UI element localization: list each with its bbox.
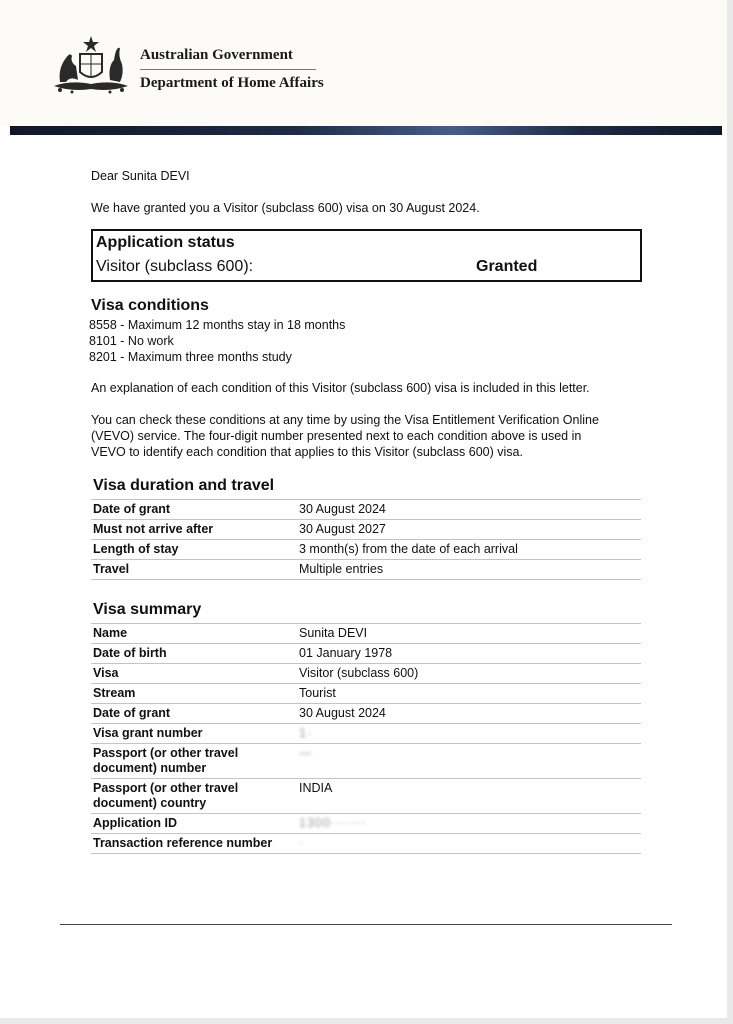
- summary-table: [91, 623, 641, 854]
- row-label: Transaction reference number: [91, 834, 295, 854]
- table-row: [91, 500, 641, 520]
- department-name: Department of Home Affairs: [140, 75, 324, 91]
- status-visa-label: Visitor (subclass 600):: [96, 258, 254, 275]
- redacted-value: 1·: [295, 724, 641, 744]
- duration-title: Visa duration and travel: [93, 477, 275, 494]
- vevo-paragraph: [91, 412, 641, 460]
- letterhead-divider: [140, 69, 316, 70]
- row-label: Date of grant: [91, 704, 295, 724]
- row-label: Must not arrive after: [91, 520, 295, 540]
- conditions-list: [89, 317, 345, 365]
- redacted-value: —: [295, 744, 641, 779]
- grant-sentence: We have granted you a Visitor (subclass 600) visa on 30 August 2024.: [91, 201, 480, 215]
- vevo-line: You can check these conditions at any time by using the Visa Entitlement Verification Online: [91, 413, 599, 427]
- table-row: [91, 779, 641, 814]
- vevo-line: VEVO to identify each condition that applies to this Visitor (subclass 600) visa.: [91, 445, 523, 459]
- row-label: Name: [91, 624, 295, 644]
- redacted-value: ·: [295, 834, 641, 854]
- condition-item: 8558 - Maximum 12 months stay in 18 months: [89, 318, 346, 332]
- row-value: Multiple entries: [295, 560, 641, 580]
- row-value: Sunita DEVI: [295, 624, 641, 644]
- row-value: 30 August 2027: [295, 520, 641, 540]
- footer-divider: [60, 924, 672, 925]
- table-row: [91, 520, 641, 540]
- vevo-line: (VEVO) service. The four-digit number presented next to each condition above is used in: [91, 429, 582, 443]
- table-row: [91, 624, 641, 644]
- row-label: Date of birth: [91, 644, 295, 664]
- coat-of-arms-icon: [50, 34, 132, 96]
- row-value: 30 August 2024: [295, 704, 641, 724]
- row-label: Date of grant: [91, 500, 295, 520]
- table-row: [91, 644, 641, 664]
- table-row: [91, 560, 641, 580]
- table-row: [91, 724, 641, 744]
- condition-item: 8101 - No work: [89, 334, 174, 348]
- row-value: Tourist: [295, 684, 641, 704]
- table-row: [91, 704, 641, 724]
- header-band: [10, 126, 722, 135]
- government-name: Australian Government: [140, 47, 293, 63]
- row-label: Passport (or other travel document) number: [91, 744, 295, 779]
- letterhead: [0, 0, 727, 126]
- row-label: Travel: [91, 560, 295, 580]
- table-row: [91, 664, 641, 684]
- row-label: Passport (or other travel document) country: [91, 779, 295, 814]
- redacted-value: 1300·······: [295, 814, 641, 834]
- conditions-title: Visa conditions: [91, 297, 209, 314]
- row-value: 30 August 2024: [295, 500, 641, 520]
- row-label: Application ID: [91, 814, 295, 834]
- status-value: Granted: [476, 258, 538, 275]
- row-value: 01 January 1978: [295, 644, 641, 664]
- row-label: Visa grant number: [91, 724, 295, 744]
- table-row: [91, 540, 641, 560]
- row-value: Visitor (subclass 600): [295, 664, 641, 684]
- application-status-box: [91, 229, 642, 282]
- conditions-explanation: An explanation of each condition of this Visitor (subclass 600) visa is included in this letter.: [91, 381, 590, 395]
- row-label: Visa: [91, 664, 295, 684]
- status-title: Application status: [96, 234, 235, 251]
- row-label: Length of stay: [91, 540, 295, 560]
- greeting: Dear Sunita DEVI: [91, 169, 190, 183]
- row-value: 3 month(s) from the date of each arrival: [295, 540, 641, 560]
- row-value: INDIA: [295, 779, 641, 814]
- table-row: [91, 834, 641, 854]
- summary-title: Visa summary: [93, 601, 202, 618]
- duration-table: [91, 499, 641, 580]
- table-row: [91, 814, 641, 834]
- row-label: Stream: [91, 684, 295, 704]
- table-row: [91, 744, 641, 779]
- table-row: [91, 684, 641, 704]
- condition-item: 8201 - Maximum three months study: [89, 350, 292, 364]
